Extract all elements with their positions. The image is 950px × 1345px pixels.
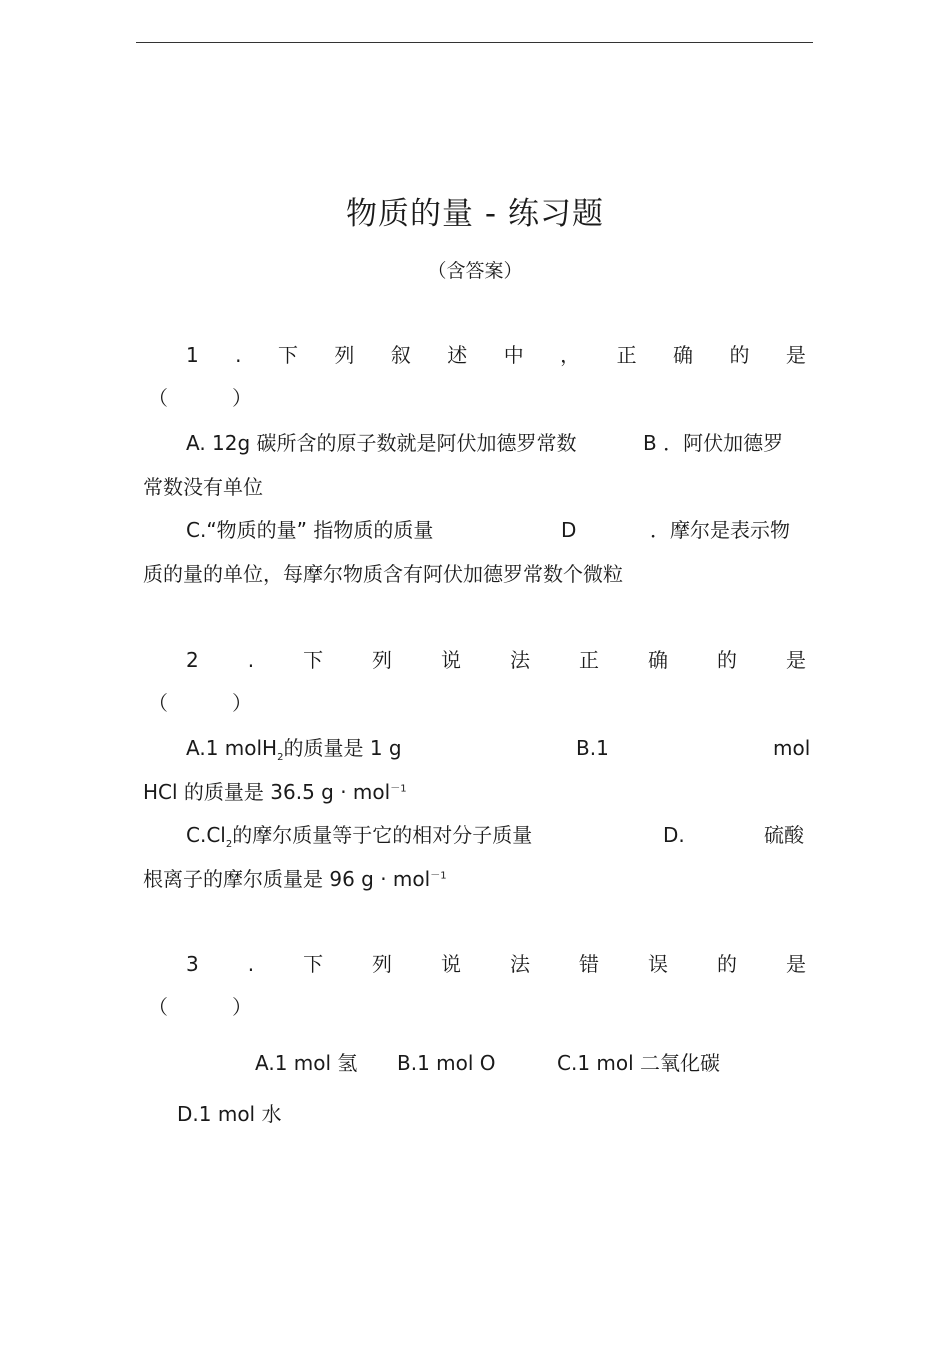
q3-stem-char: 3 [186, 952, 199, 976]
q3-stem-char: 的 [716, 952, 737, 976]
q1-stem-char: 是 [785, 343, 806, 367]
q1-option-d: ．摩尔是表示物 [650, 518, 790, 542]
q1-stem-char: 正 [616, 343, 637, 367]
q2-option-b-cont-text: HCl 的质量是 36.5 g · mol [143, 780, 391, 804]
q3-stem-char: 误 [647, 952, 668, 976]
q2-stem-char: 法 [510, 648, 531, 672]
q3-stem-char: 错 [579, 952, 599, 976]
q2-option-b-cont [143, 780, 407, 804]
q2-paren-close: ） [232, 691, 252, 715]
q1-stem-char: 叙 [390, 343, 411, 367]
q1-stem-char: . [235, 343, 242, 367]
q3-paren-open: （ [148, 995, 168, 1019]
page-title: 物质的量 - 练习题 [346, 196, 604, 232]
q1-stem-char: 下 [277, 343, 298, 367]
q1-paren-open: （ [148, 386, 168, 410]
q3-stem [186, 952, 806, 976]
q1-option-d-letter: D [561, 518, 577, 542]
q1-option-c: C.“物质的量” 指物质的质量 [186, 518, 434, 542]
q2-stem-char: . [247, 648, 255, 672]
q1-stem-char: ， [560, 343, 581, 367]
q2-stem-char: 是 [785, 648, 806, 672]
q2-stem [186, 648, 806, 672]
q2-stem-char: 说 [441, 648, 462, 672]
q1-stem-char: 确 [673, 343, 694, 367]
q1-stem-char: 的 [729, 343, 750, 367]
q2-stem-char: 的 [716, 648, 737, 672]
q3-stem-char: 法 [510, 952, 531, 976]
q1-stem-char: 列 [334, 343, 355, 367]
q2-stem-char: 确 [647, 648, 668, 672]
q2-option-c-pre: C.Cl [186, 823, 226, 847]
q1-stem [186, 343, 806, 367]
q2-option-c [186, 823, 533, 850]
q2-option-d-cont-text: 根离子的摩尔质量是 96 g · mol [143, 867, 431, 891]
q2-option-b-unit: mol [773, 736, 811, 760]
q2-option-d: 硫酸 [764, 823, 804, 847]
q1-option-a: A. 12g 碳所含的原子数就是阿伏加德罗常数 [186, 431, 577, 455]
q1-paren-close: ） [232, 386, 252, 410]
q2-option-a [186, 736, 402, 763]
q3-option-a: A.1 mol 氢 [255, 1051, 358, 1075]
q2-option-a-post: 的质量是 1 g [283, 736, 402, 760]
page-subtitle: （含答案） [427, 260, 523, 282]
q3-stem-char: 列 [372, 952, 393, 976]
q1-stem-char: 1 [186, 343, 199, 367]
q2-option-c-post: 的摩尔质量等于它的相对分子质量 [232, 823, 533, 847]
header-rule [136, 42, 813, 43]
q2-option-d-sup: －1 [430, 870, 447, 882]
q3-option-d: D.1 mol 水 [177, 1102, 282, 1126]
q2-option-d-cont [143, 867, 447, 891]
q3-paren-close: ） [232, 995, 252, 1019]
q3-stem-char: 下 [303, 952, 324, 976]
q3-option-b: B.1 mol O [397, 1051, 496, 1075]
q1-option-b-cont: 常数没有单位 [143, 475, 263, 499]
q2-option-c-sub: 2 [225, 839, 233, 850]
q2-stem-char: 列 [372, 648, 393, 672]
q1-stem-char: 述 [447, 343, 468, 367]
q2-stem-char: 正 [579, 648, 599, 672]
q1-option-b: B ．阿伏加德罗 [643, 431, 784, 455]
q1-stem-char: 中 [503, 343, 524, 367]
q3-option-c: C.1 mol 二氧化碳 [557, 1051, 721, 1075]
q2-stem-char: 2 [186, 648, 199, 672]
q2-option-a-sub: 2 [277, 752, 284, 763]
q2-paren-open: （ [148, 691, 168, 715]
q3-stem-char: . [247, 952, 255, 976]
q2-option-a-pre: A.1 molH [186, 736, 278, 760]
q1-option-d-cont: 质的量的单位，每摩尔物质含有阿伏加德罗常数个微粒 [143, 562, 623, 586]
q2-option-b-letter: B.1 [576, 736, 609, 760]
q2-option-d-letter: D. [663, 823, 685, 847]
q2-option-b-sup: －1 [390, 783, 407, 795]
q3-stem-char: 是 [785, 952, 806, 976]
q2-stem-char: 下 [303, 648, 324, 672]
q3-stem-char: 说 [441, 952, 462, 976]
